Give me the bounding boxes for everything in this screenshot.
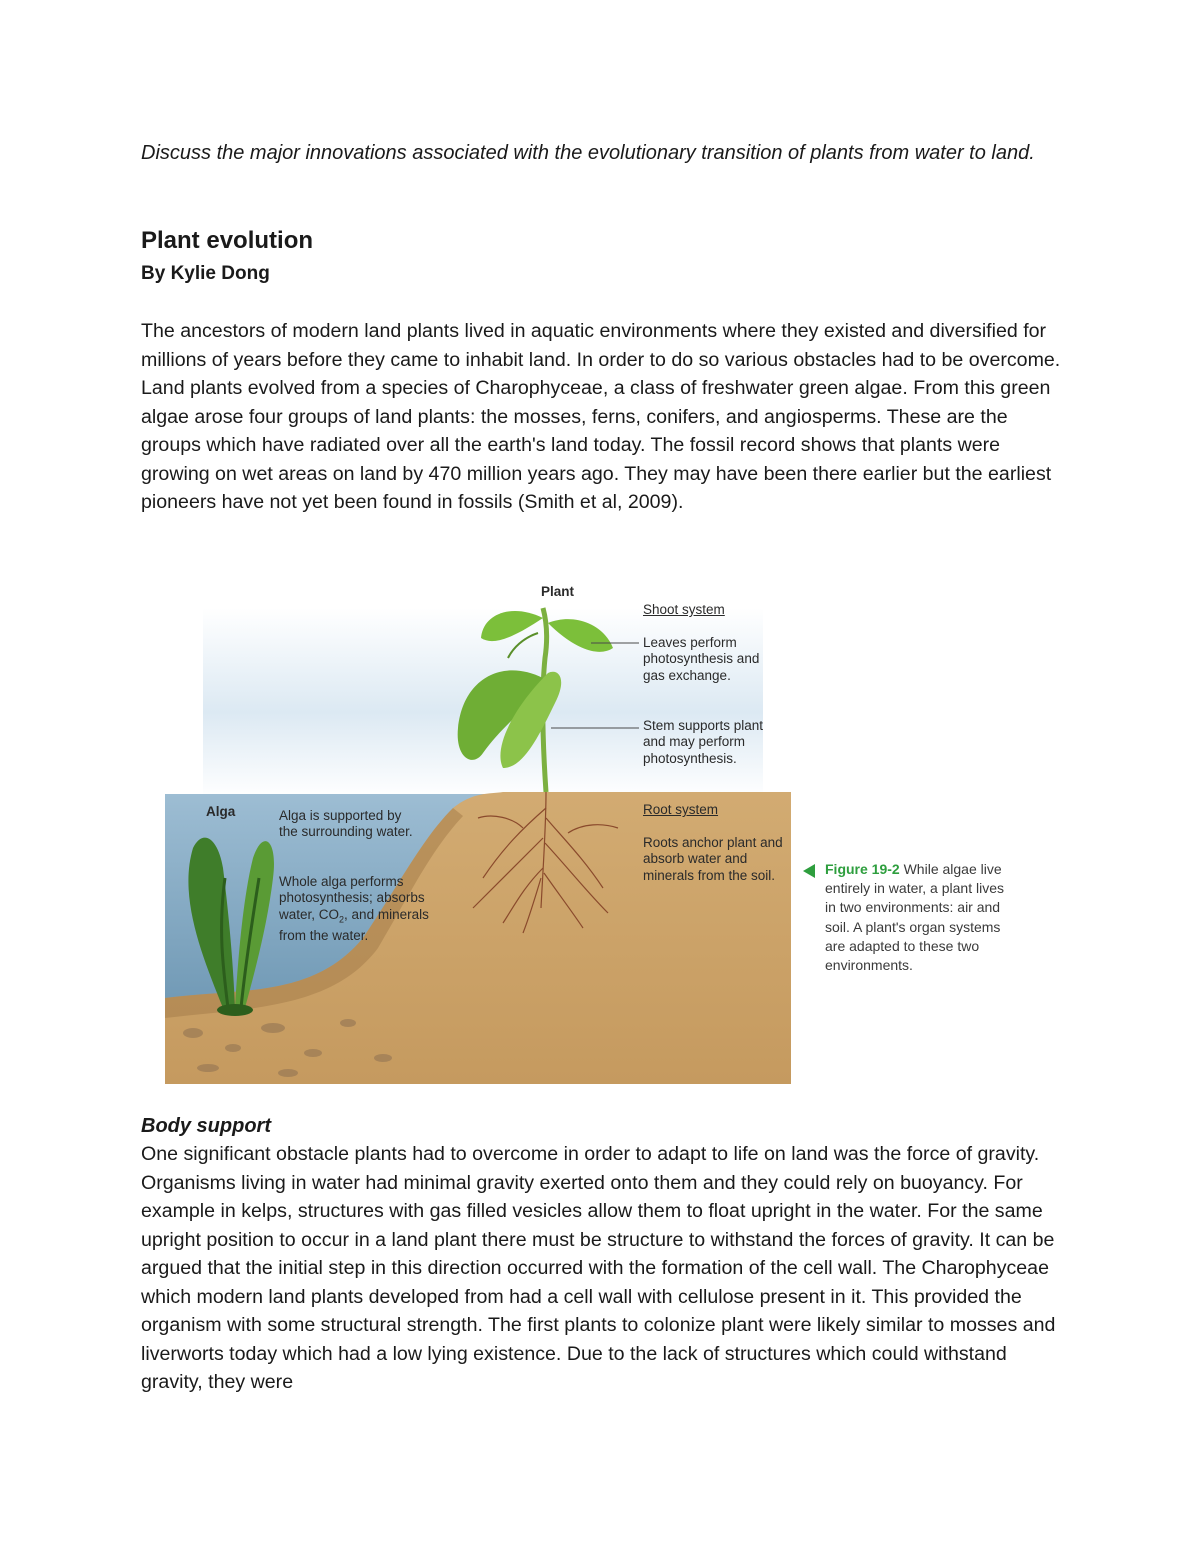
caption-number: Figure 19-2 <box>825 861 900 877</box>
shoot-system-label: Shoot system <box>643 602 725 617</box>
leaves-text: Leaves perform photosynthesis and gas exchange. <box>643 635 760 683</box>
document-title: Plant evolution <box>141 227 314 254</box>
plant-label: Plant <box>541 584 575 599</box>
alga-label: Alga <box>206 804 236 819</box>
root-system-label: Root system <box>643 802 719 817</box>
figure-plant-vs-alga <box>163 578 1043 1090</box>
stem-text: Stem supports plant and may perform photosynthesis. <box>643 718 764 766</box>
author-byline: By Kylie Dong <box>141 263 270 284</box>
roots-text: Roots anchor plant and absorb water and minerals from the soil. <box>643 835 783 883</box>
alga-whole-text-part2: , and minerals from the water. <box>279 906 429 943</box>
caption-text: While algae live entirely in water, a plant lives in two environments: air and soil. A plant's organ systems are adapted to these two environments. <box>825 861 1004 974</box>
section-heading-body-support: Body support <box>141 1115 271 1137</box>
intro-paragraph: The ancestors of modern land plants lived in aquatic environments where they existed and diversified for millions of years before they came to inhabit land. In order to do so various obstacles had to be overcome. Land plants evolved from a species of Charophyceae, a class of freshwater green algae. From this green algae arose four groups of land plants: the mosses, ferns, conifers, and angiosperms. These are the groups which have radiated over all the earth's land today. The fossil record shows that plants were growing on wet areas on land by 470 million years ago. They may have been there earlier but the earliest pioneers have not yet been found in fossils (Smith et al, 2009). <box>141 320 1061 513</box>
alga-whole-text-part1: Whole alga performs photosynthesis; absorbs water, CO <box>279 874 425 922</box>
essay-prompt: Discuss the major innovations associated with the evolutionary transition of plants from water to land. <box>141 142 1035 164</box>
co2-subscript: 2 <box>339 914 345 925</box>
alga-whole-text <box>279 874 429 944</box>
figure-caption <box>825 860 1015 975</box>
body-support-paragraph: One significant obstacle plants had to overcome in order to adapt to life on land was the force of gravity. Organisms living in water had minimal gravity exerted onto them and they could rely on buoyancy. For example in kelps, structures with gas filled vesicles allow them to float upright in the water. For the same upright position to occur in a land plant there must be structure to withstand the forces of gravity. It can be argued that the initial step in this direction occurred with the formation of the cell wall. The Charophyceae which modern land plants developed from had a cell wall with cellulose present in it. This provided the organism with some structural strength. The first plants to colonize plant were likely similar to mosses and liverworts today which had a low lying existence. Due to the lack of structures which could withstand gravity, they were <box>141 1143 1056 1393</box>
alga-support-text: Alga is supported by the surrounding water. <box>279 808 413 840</box>
caption-arrow-icon <box>803 864 815 878</box>
